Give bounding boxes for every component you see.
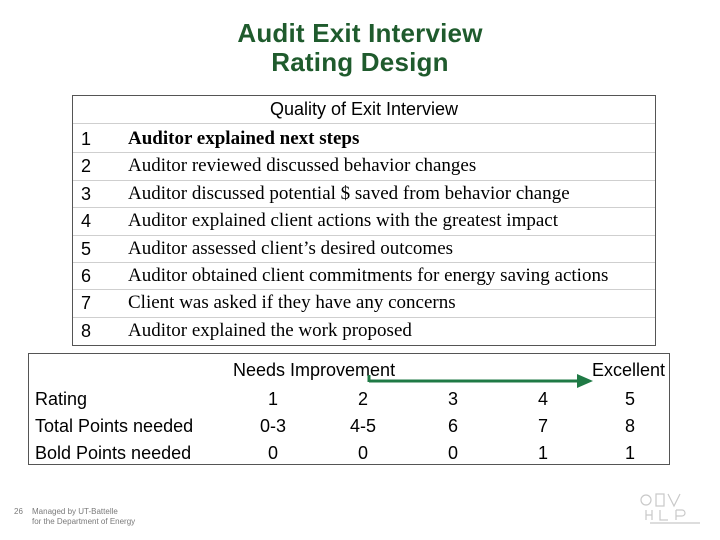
quality-item-row <box>73 289 655 316</box>
quality-item-text: Auditor reviewed discussed behavior changes <box>128 155 477 177</box>
quality-item-number: 3 <box>80 183 91 204</box>
quality-item-text: Auditor assessed client’s desired outcomes <box>128 237 454 259</box>
ornl-logo-icon <box>636 488 708 528</box>
slide-title-line2: Rating Design <box>271 47 449 77</box>
rating-cell-rating: 4 <box>537 389 548 409</box>
rating-cell-rating: 1 <box>267 389 278 409</box>
rating-cell-bold: 1 <box>624 443 635 463</box>
rating-row-label: Rating <box>35 389 88 409</box>
total-points-row-label: Total Points needed <box>35 416 194 436</box>
rating-cell-total: 6 <box>447 416 458 436</box>
rating-cell-rating: 5 <box>624 389 635 409</box>
page-number: 26 <box>14 507 23 516</box>
footer-line1: Managed by UT-Battelle <box>32 507 118 516</box>
footer-text <box>32 507 135 527</box>
quality-table <box>72 95 656 346</box>
quality-item-text: Client was asked if they have any concerns <box>128 292 456 314</box>
quality-item-row <box>73 317 655 344</box>
quality-item-text: Auditor obtained client commitments for energy saving actions <box>128 265 609 286</box>
quality-item-text: Auditor explained client actions with the greatest impact <box>128 210 559 232</box>
rating-cell-total: 4-5 <box>349 416 376 436</box>
slide-title-line1: Audit Exit Interview <box>237 18 483 48</box>
bold-points-row-label: Bold Points needed <box>35 443 192 463</box>
quality-item-text: Auditor explained the work proposed <box>128 319 412 341</box>
rating-cell-total: 0-3 <box>259 416 286 436</box>
quality-item-row <box>73 207 655 234</box>
quality-item-number: 1 <box>80 129 91 149</box>
quality-item-number: 6 <box>80 266 91 286</box>
rating-cell-total: 7 <box>537 416 548 436</box>
excellent-label: Excellent <box>592 360 666 380</box>
rating-cell-rating: 3 <box>447 389 458 409</box>
needs-improvement-label: Needs Improvement <box>233 360 396 380</box>
rating-cell-total: 8 <box>624 416 635 436</box>
rating-cell-rating: 2 <box>357 389 368 409</box>
quality-item-number: 8 <box>80 320 91 341</box>
rating-cell-bold: 1 <box>537 443 548 463</box>
quality-item-text: Auditor explained next steps <box>128 128 360 149</box>
quality-item-row <box>73 180 655 207</box>
quality-item-row <box>73 152 655 179</box>
quality-item-number: 7 <box>80 293 91 314</box>
quality-item-number: 4 <box>80 211 91 232</box>
quality-item-number: 2 <box>80 156 91 177</box>
table-divider <box>73 123 655 124</box>
quality-item-row <box>73 125 655 152</box>
improvement-arrow-icon <box>29 354 669 394</box>
rating-cell-bold: 0 <box>447 443 458 463</box>
rating-cell-bold: 0 <box>357 443 368 463</box>
quality-item-row <box>73 262 655 289</box>
quality-item-row <box>73 235 655 262</box>
quality-item-text: Auditor discussed potential $ saved from behavior change <box>128 182 570 204</box>
quality-item-number: 5 <box>80 238 91 259</box>
rating-table <box>28 353 670 465</box>
rating-cell-bold: 0 <box>267 443 278 463</box>
quality-table-header: Quality of Exit Interview <box>269 99 459 119</box>
footer-line2: for the Department of Energy <box>32 517 136 526</box>
